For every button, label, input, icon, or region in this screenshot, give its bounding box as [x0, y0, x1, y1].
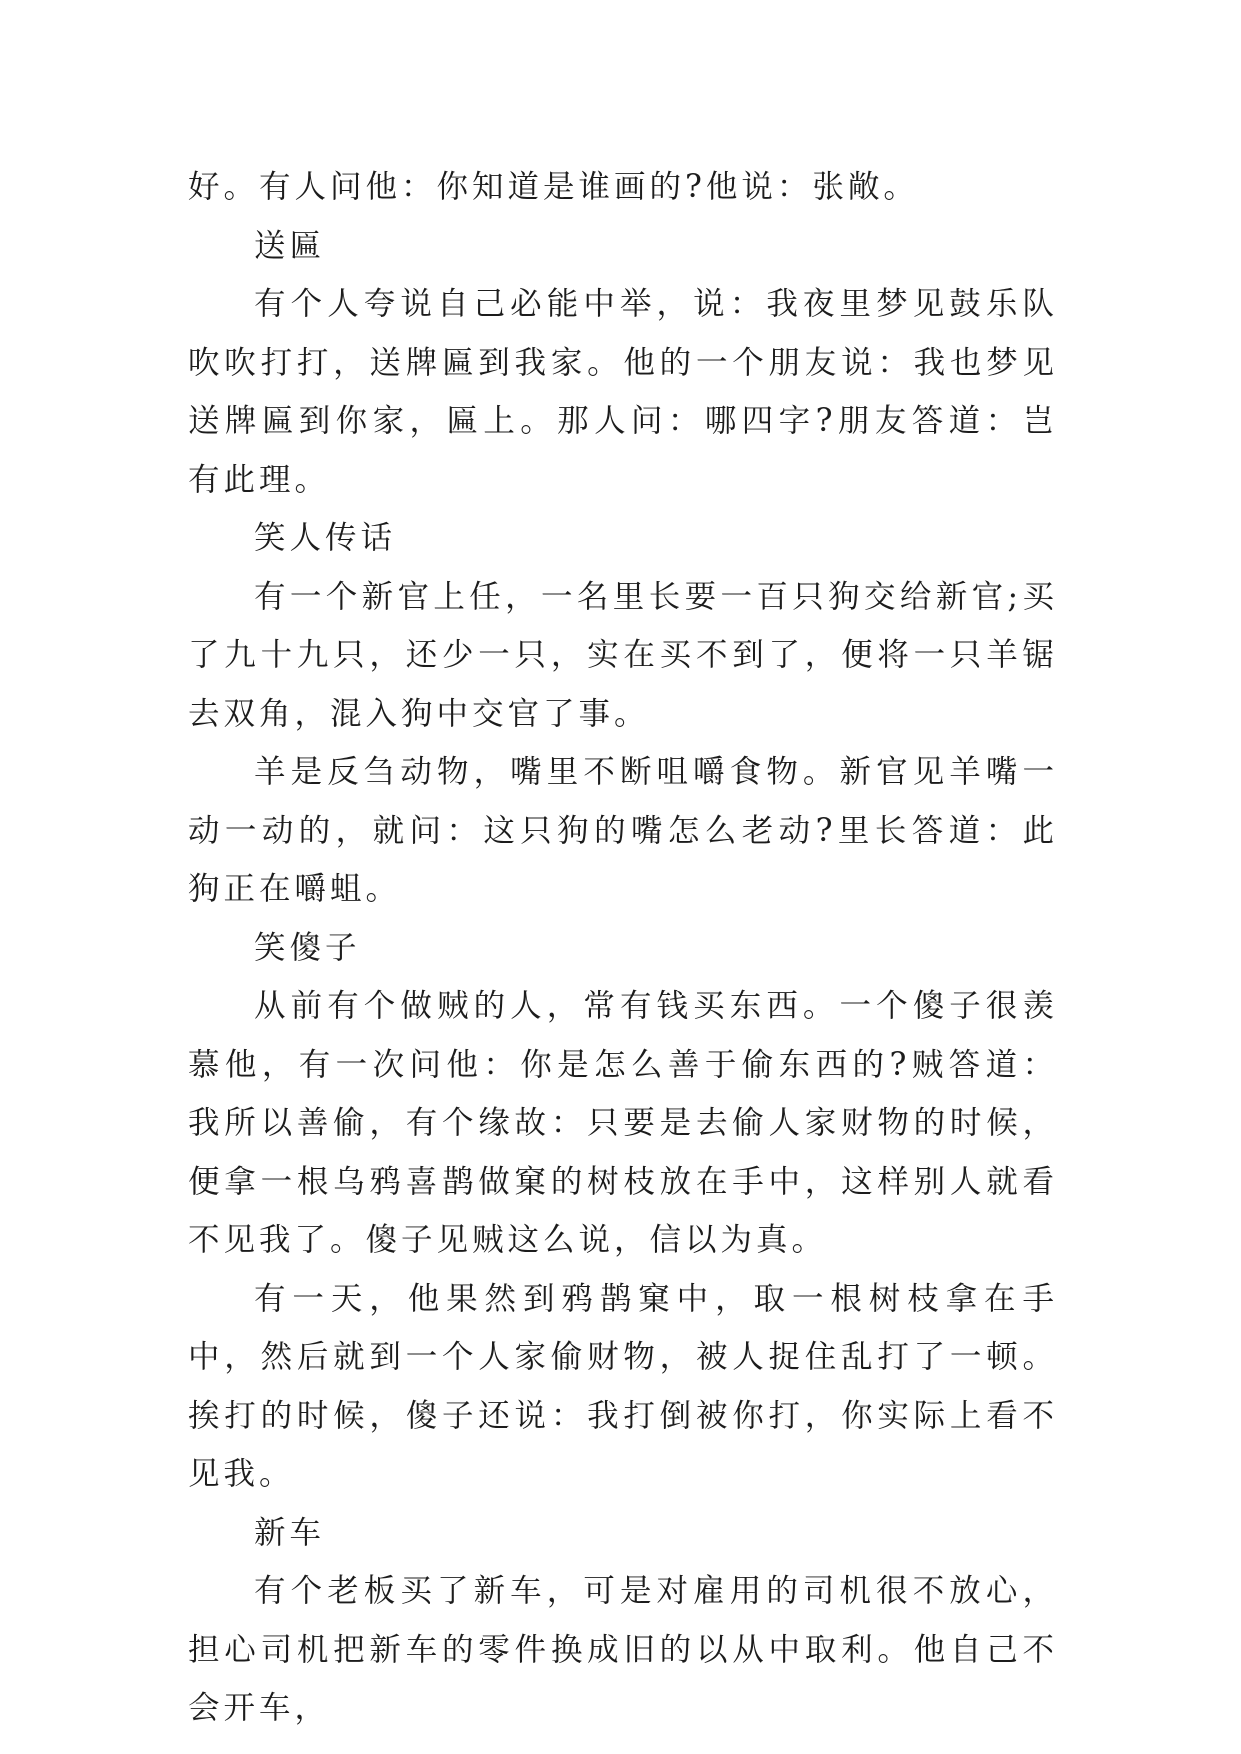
paragraph: 从前有个做贼的人，常有钱买东西。一个傻子很羡慕他，有一次问他：你是怎么善于偷东西的?贼答道：我所以善偷，有个缘故：只要是去偷人家财物的时候，便拿一根乌鸦喜鹊做窠的树枝放在手中，这样别人就看不见我了。傻子见贼这么说，信以为真。 — [188, 988, 1058, 1258]
paragraph-continuation: 好。有人问他：你知道是谁画的?他说：张敞。 — [188, 169, 919, 205]
section-heading-song-bian: 送匾 — [254, 227, 326, 264]
section-heading-xiao-sha-zi: 笑傻子 — [254, 929, 361, 966]
document-body — [188, 158, 1058, 1738]
section-heading-xin-che: 新车 — [254, 1514, 326, 1551]
paragraph: 有一天，他果然到鸦鹊窠中，取一根树枝拿在手中，然后就到一个人家偷财物，被人捉住乱打了一顿。挨打的时候，傻子还说：我打倒被你打，你实际上看不见我。 — [188, 1280, 1058, 1492]
paragraph: 有个老板买了新车，可是对雇用的司机很不放心，担心司机把新车的零件换成旧的以从中取利。他自己不会开车， — [188, 1573, 1058, 1726]
paragraph: 羊是反刍动物，嘴里不断咀嚼食物。新官见羊嘴一动一动的，就问：这只狗的嘴怎么老动?里长答道：此狗正在嚼蛆。 — [188, 754, 1058, 907]
section-heading-xiao-ren-chuan-hua: 笑人传话 — [254, 520, 397, 556]
paragraph: 有个人夸说自己必能中举，说：我夜里梦见鼓乐队吹吹打打，送牌匾到我家。他的一个朋友说：我也梦见送牌匾到你家，匾上。那人问：哪四字?朋友答道：岂有此理。 — [188, 286, 1058, 498]
paragraph: 有一个新官上任，一名里长要一百只狗交给新官;买了九十九只，还少一只，实在买不到了，便将一只羊锯去双角，混入狗中交官了事。 — [188, 578, 1058, 732]
